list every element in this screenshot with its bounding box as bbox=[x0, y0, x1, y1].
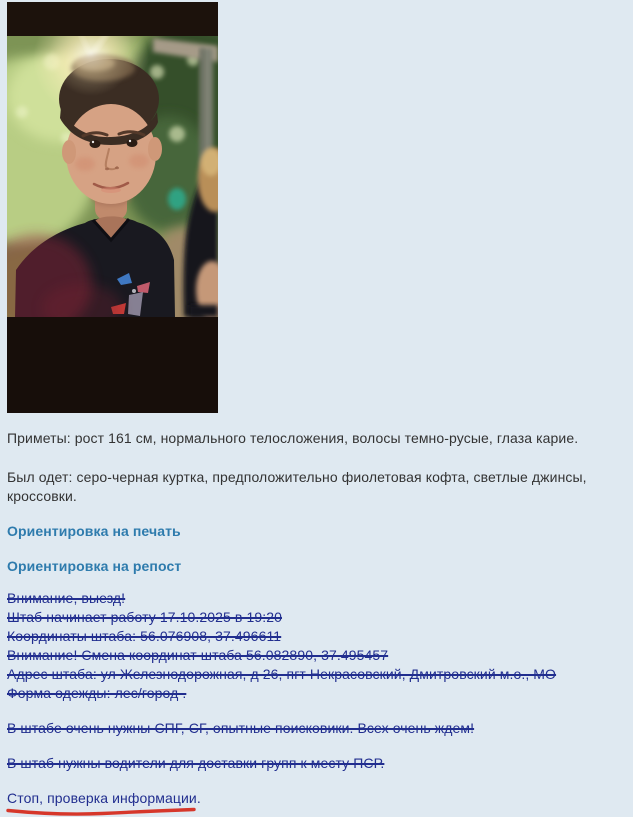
link-row-repost bbox=[7, 557, 633, 576]
photo-image bbox=[7, 2, 218, 413]
need-searchers-line: В штабе очень нужны СПГ, СГ, опытные поисковики. Всех очень ждем! bbox=[7, 720, 475, 736]
orientation-print-link[interactable]: Ориентировка на печать bbox=[7, 523, 181, 539]
link-row-print bbox=[7, 522, 633, 541]
photo-letterbox-bottom bbox=[7, 317, 218, 413]
red-underline-mark bbox=[4, 805, 198, 817]
hq-line-start-time: Штаб начинает работу 17.10.2025 в 19:20 bbox=[7, 609, 282, 625]
need-drivers-line: В штаб нужны водители для доставки групп к месту ПСР. bbox=[7, 755, 385, 771]
missing-person-photo[interactable] bbox=[7, 2, 218, 413]
hq-line-attention: Внимание, выезд! bbox=[7, 590, 126, 606]
hq-line-dress-code: Форма одежды: лес/город . bbox=[7, 685, 187, 701]
stop-verification-line bbox=[7, 789, 633, 808]
hq-line-address: Адрес штаба: ул Железнодорожная, д 26, пгт Некрасовский, Дмитровский м.о., МО bbox=[7, 666, 557, 682]
stop-text: Стоп, проверка информации. bbox=[7, 790, 201, 806]
hq-line-coordinates: Координаты штаба: 56.076908, 37.496611 bbox=[7, 628, 282, 644]
orientation-repost-link[interactable]: Ориентировка на репост bbox=[7, 558, 182, 574]
description-clothing: Был одет: серо-черная куртка, предположительно фиолетовая кофта, светлые джинсы, кроссовки. bbox=[7, 469, 587, 504]
description-appearance: Приметы: рост 161 см, нормального телосложения, волосы темно-русые, глаза карие. bbox=[7, 430, 579, 446]
hq-line-coordinates-change: Внимание! Смена координат штаба 56.082890, 37.495457 bbox=[7, 647, 389, 663]
photo-letterbox-top bbox=[7, 2, 218, 36]
hq-info-block bbox=[7, 589, 633, 703]
